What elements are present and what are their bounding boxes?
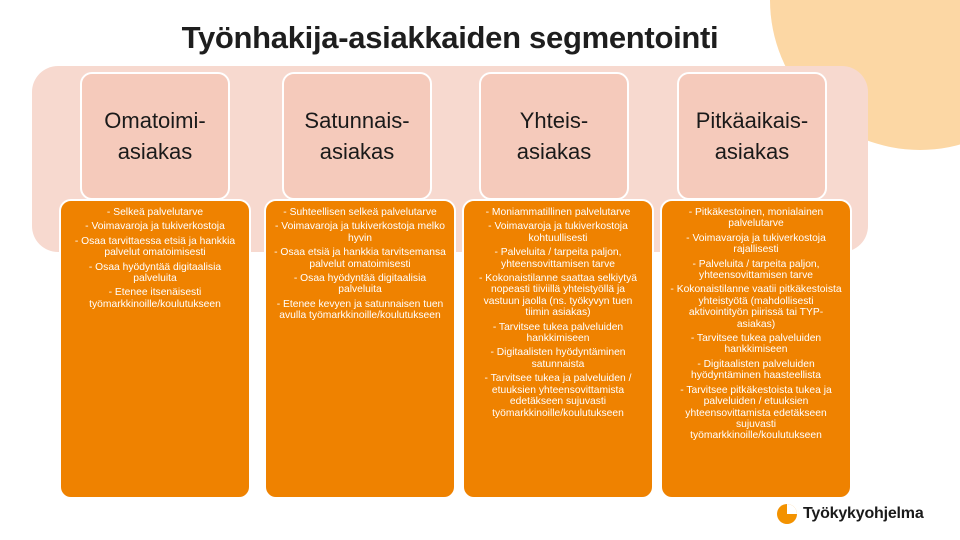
segment-header-line: asiakas	[714, 139, 790, 164]
segment-item: - Tarvitsee tukea palveluiden hankkimiseen	[690, 333, 822, 356]
segment-item: - Palveluita / tarpeita paljon, yhteensovittamisen tarve	[692, 258, 820, 282]
segment-header-omatoimi	[80, 72, 230, 200]
segment-item: - Tarvitsee tukea ja palveluiden / etuuksien yhteensovittamista edetäkseen sujuvasti työmarkkinoille/koulutukseen	[484, 373, 632, 419]
segment-item: - Voimavaroja ja tukiverkostoja rajallisesti	[686, 232, 826, 256]
segment-item: - Osaa hyödyntää digitaalisia palveluita	[88, 261, 222, 285]
segment-item: - Moniammatillinen palvelutarve	[485, 207, 631, 218]
segment-item: - Kokonaistilanne saattaa selkiytyä nopeasti tiiviillä yhteistyöllä ja vastuun jaolla (ns. työkyvyn tuen tiimin asiakas)	[479, 273, 637, 319]
segment-header-line: asiakas	[516, 139, 592, 164]
segment-item: - Osaa hyödyntää digitaalisia palveluita	[293, 273, 427, 296]
segment-header-line: Satunnais-	[304, 108, 410, 133]
logo-text: Työkykyohjelma	[803, 505, 924, 522]
segment-item: - Digitaalisten hyödyntäminen satunnaista	[490, 347, 626, 370]
logo-mark-icon	[776, 503, 798, 525]
segment-header-yhteis	[479, 72, 629, 200]
segment-card-omatoimi	[59, 199, 251, 499]
segment-item: - Selkeä palvelutarve	[106, 207, 204, 218]
segment-item: - Suhteellisen selkeä palvelutarve	[283, 207, 437, 218]
segment-item: - Kokonaistilanne vaatii pitkäkestoista yhteistyötä (mahdollisesti aktivointityön piirissä tai TYP-asiakas)	[670, 284, 842, 330]
segment-item: - Osaa tarvittaessa etsiä ja hankkia palvelut omatoimisesti	[74, 235, 236, 259]
segment-item: - Osaa etsiä ja hankkia tarvitsemansa palvelut omatoimisesti	[274, 247, 446, 270]
segment-header-pitkaaikais	[677, 72, 827, 200]
segment-card-satunnais	[264, 199, 456, 499]
segment-header-satunnais	[282, 72, 432, 200]
segment-item: - Digitaalisten palveluiden hyödyntäminen haasteellista	[691, 358, 821, 382]
segment-card-pitkaaikais	[660, 199, 852, 499]
tyokykyohjelma-logo	[776, 502, 924, 526]
page-title: Työnhakija-asiakkaiden segmentointi	[181, 20, 719, 55]
segment-header-line: asiakas	[117, 139, 193, 164]
segment-item: - Voimavaroja ja tukiverkostoja	[85, 221, 225, 233]
segment-item: - Etenee kevyen ja satunnaisen tuen avulla työmarkkinoille/koulutukseen	[276, 298, 444, 322]
segment-card-yhteis	[462, 199, 654, 499]
segment-header-line: Yhteis-	[519, 108, 589, 133]
segment-item: - Pitkäkestoinen, monialainen palvelutarve	[688, 207, 824, 230]
segment-header-line: asiakas	[319, 139, 395, 164]
segment-item: - Voimavaroja ja tukiverkostoja kohtuullisesti	[488, 221, 628, 244]
segment-item: - Tarvitsee tukea palveluiden hankkimiseen	[492, 321, 624, 345]
segment-item: - Voimavaroja ja tukiverkostoja melko hyvin	[275, 221, 445, 244]
segment-item: - Etenee itsenäisesti työmarkkinoille/koulutukseen	[89, 287, 221, 310]
segment-item: - Tarvitsee pitkäkestoista tukea ja palveluiden / etuuksien yhteensovittamista edetäkseen sujuvasti työmarkkinoille/koulutukseen	[680, 384, 832, 442]
segment-item: - Palveluita / tarpeita paljon, yhteensovittamisen tarve	[494, 247, 622, 270]
segment-header-line: Omatoimi-	[104, 108, 206, 133]
segment-header-line: Pitkäaikais-	[695, 108, 809, 133]
